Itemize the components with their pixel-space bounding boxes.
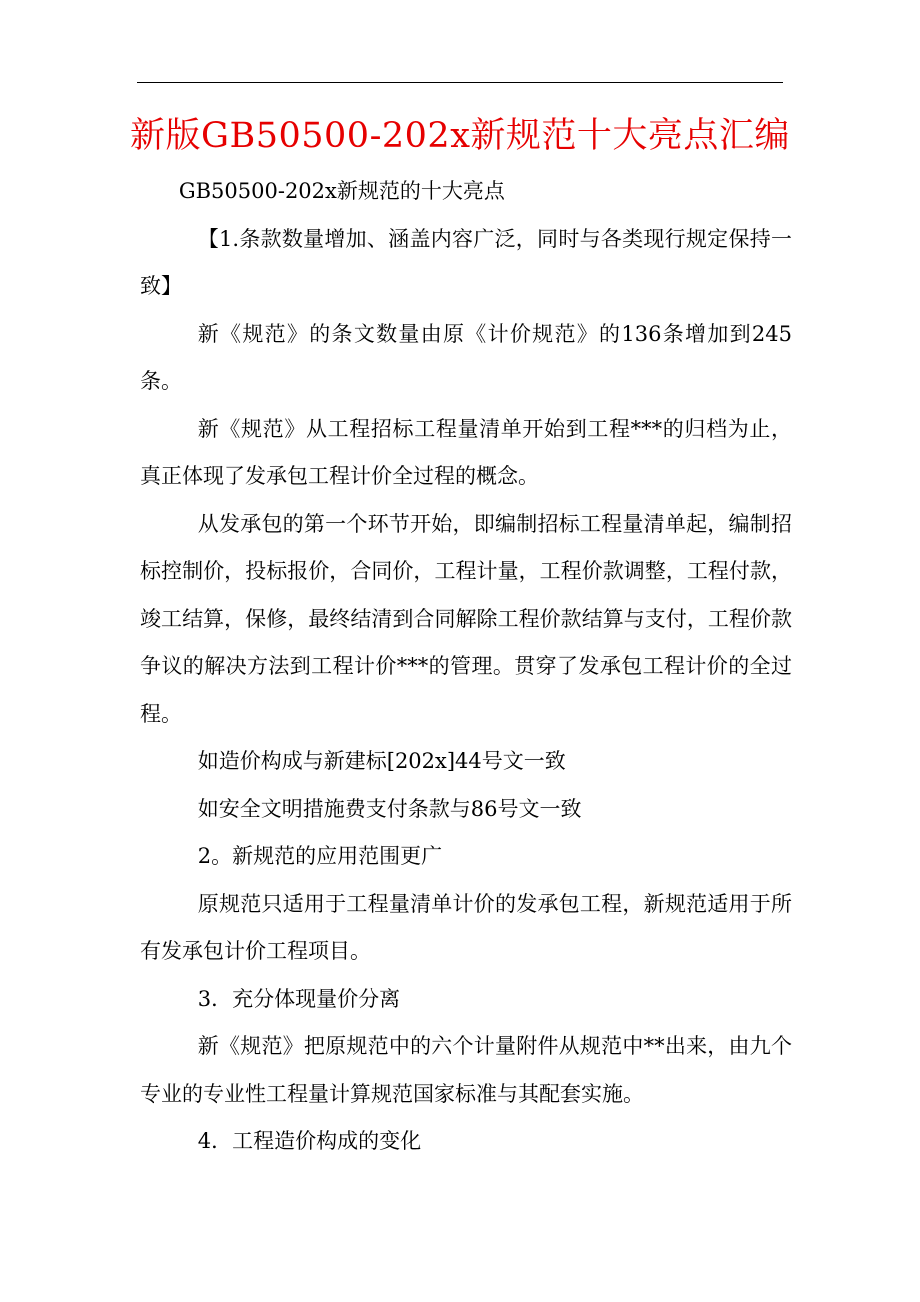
subtitle-paragraph: GB50500-202x新规范的十大亮点 — [178, 179, 505, 203]
paragraph-section-1-heading: 【1.条款数量增加、涵盖内容广泛，同时与各类现行规定保持一致】 — [140, 226, 792, 298]
paragraph-measurement-separation: 新《规范》把原规范中的六个计量附件从规范中**出来，由九个专业的专业性工程量计算规范国家标准与其配套实施。 — [140, 1034, 792, 1106]
paragraph-section-2-heading: 2。新规范的应用范围更广 — [197, 844, 443, 868]
paragraph-scope: 原规范只适用于工程量清单计价的发承包工程，新规范适用于所有发承包计价工程项目。 — [140, 891, 792, 963]
paragraph-article-count: 新《规范》的条文数量由原《计价规范》的136条增加到245条。 — [140, 321, 792, 393]
document-title: 新版GB50500-202x新规范十大亮点汇编 — [130, 116, 790, 156]
paragraph-full-process: 新《规范》从工程招标工程量清单开始到工程***的归档为止，真正体现了发承包工程计价全过程的概念。 — [140, 416, 792, 488]
paragraph-cost-structure-note: 如造价构成与新建标[202x]44号文一致 — [197, 749, 566, 773]
paragraph-safety-fee-note: 如安全文明措施费支付条款与86号文一致 — [197, 796, 582, 821]
paragraph-section-3-heading: 3．充分体现量价分离 — [197, 986, 401, 1011]
paragraph-section-4-heading: 4．工程造价构成的变化 — [197, 1129, 422, 1153]
header-rule — [137, 82, 783, 83]
paragraph-process-details: 从发承包的第一个环节开始，即编制招标工程量清单起，编制招标控制价，投标报价，合同价，工程计量，工程价款调整，工程付款，竣工结算，保修，最终结清到合同解除工程价款结算与支付，工程价款争议的解决方法到工程计价***的管理。贯穿了发承包工程计价的全过程。 — [140, 511, 792, 726]
document-body — [140, 168, 792, 1166]
